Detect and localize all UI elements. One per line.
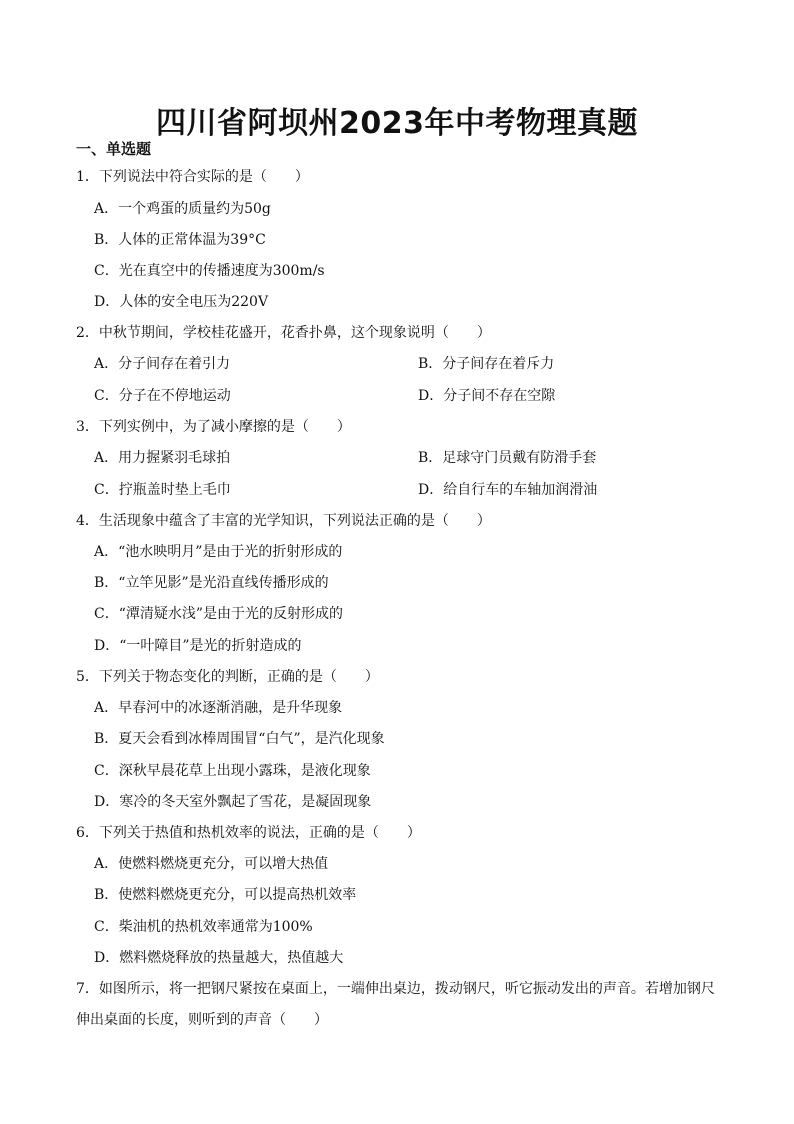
question-3-option-b: B．足球守门员戴有防滑手套: [418, 450, 597, 466]
question-2-option-d: D．分子间不存在空隙: [418, 388, 556, 404]
question-5-option-c: C．深秋早晨花草上出现小露珠，是液化现象: [94, 763, 371, 779]
question-5-option-b: B．夏天会看到冰棒周围冒“白气”，是汽化现象: [94, 731, 385, 747]
question-5-option-d: D．寒冷的冬天室外飘起了雪花，是凝固现象: [94, 794, 372, 810]
question-4-option-d: D．“一叶障目”是光的折射造成的: [94, 638, 302, 654]
question-2-option-a: A．分子间存在着引力: [94, 356, 231, 372]
question-6-option-d: D．燃料燃烧释放的热量越大，热值越大: [94, 950, 344, 966]
question-2-stem: 2．中秋节期间，学校桂花盛开，花香扑鼻，这个现象说明（ ）: [76, 325, 491, 341]
question-6-stem: 6．下列关于热值和热机效率的说法，正确的是（ ）: [76, 825, 421, 841]
question-6-option-c: C．柴油机的热机效率通常为100%: [94, 919, 313, 935]
question-2-option-b: B．分子间存在着斥力: [418, 356, 555, 372]
question-3-option-a: A．用力握紧羽毛球拍: [94, 450, 231, 466]
question-1-option-d: D．人体的安全电压为220V: [94, 294, 269, 310]
question-4-option-a: A．“池水映明月”是由于光的折射形成的: [94, 544, 343, 560]
question-5-option-a: A．早春河中的冰逐渐消融，是升华现象: [94, 700, 343, 716]
question-6-option-b: B．使燃料燃烧更充分，可以提高热机效率: [94, 887, 357, 903]
question-1-option-a: A．一个鸡蛋的质量约为50g: [94, 201, 271, 217]
question-4-option-b: B．“立竿见影”是光沿直线传播形成的: [94, 575, 329, 591]
question-1-option-c: C．光在真空中的传播速度为300m/s: [94, 263, 325, 279]
page-title: 四川省阿坝州2023年中考物理真题: [156, 106, 638, 141]
question-7-stem: 7．如图所示，将一把钢尺紧按在桌面上，一端伸出桌边，拨动钢尺，听它振动发出的声音。若增加钢尺: [76, 981, 715, 997]
question-2-option-c: C．分子在不停地运动: [94, 388, 231, 404]
question-5-stem: 5．下列关于物态变化的判断，正确的是（ ）: [76, 669, 379, 685]
question-4-stem: 4．生活现象中蕴含了丰富的光学知识，下列说法正确的是（ ）: [76, 513, 491, 529]
question-1-option-b: B．人体的正常体温为39°C: [94, 232, 266, 248]
question-3-option-d: D．给自行车的车轴加润滑油: [418, 482, 598, 498]
question-4-option-c: C．“潭清疑水浅”是由于光的反射形成的: [94, 606, 344, 622]
section-heading: 一、单选题: [76, 140, 152, 158]
question-7-stem-continued: 伸出桌面的长度，则听到的声音（ ）: [76, 1012, 328, 1028]
question-6-option-a: A．使燃料燃烧更充分，可以增大热值: [94, 856, 329, 872]
question-3-option-c: C．拧瓶盖时垫上毛巾: [94, 482, 231, 498]
question-3-stem: 3．下列实例中，为了减小摩擦的是（ ）: [76, 419, 351, 435]
question-1-stem: 1．下列说法中符合实际的是（ ）: [76, 169, 309, 185]
